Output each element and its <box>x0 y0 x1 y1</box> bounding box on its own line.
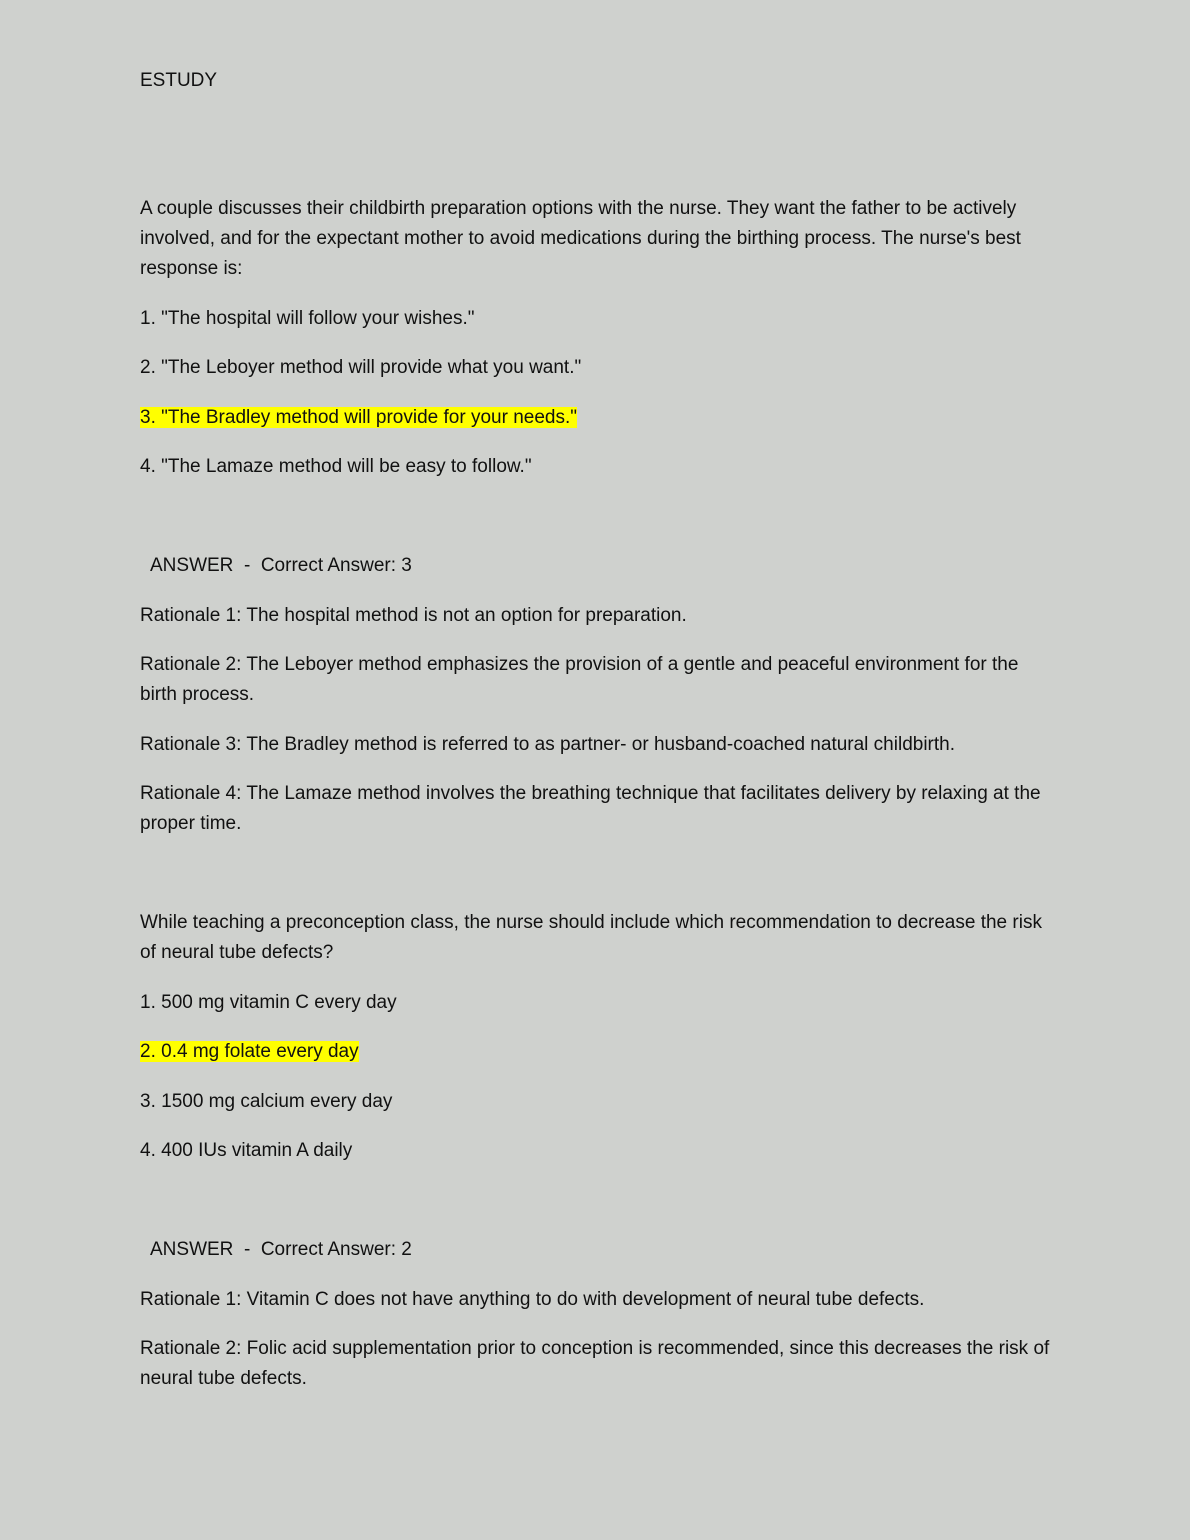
q1-rationale-2: Rationale 2: The Leboyer method emphasizes the provision of a gentle and peaceful environment for the birth process. <box>140 654 1019 705</box>
document-header-title: ESTUDY <box>140 70 218 91</box>
question-1-text: A couple discusses their childbirth preparation options with the nurse. They want the father to be actively involved, and for the expectant mother to avoid medications during the birthing process. The nurse's best response is: <box>140 198 1021 279</box>
q2-rationale-1: Rationale 1: Vitamin C does not have anything to do with development of neural tube defects. <box>140 1289 925 1310</box>
question-2-text: While teaching a preconception class, the nurse should include which recommendation to decrease the risk of neural tube defects? <box>140 912 1042 963</box>
q1-option-3-highlight: 3. "The Bradley method will provide for your needs." <box>140 407 577 428</box>
q2-option-2-highlight: 2. 0.4 mg folate every day <box>140 1041 359 1062</box>
q1-option-1: 1. "The hospital will follow your wishes." <box>140 308 475 329</box>
q1-option-2: 2. "The Leboyer method will provide what you want." <box>140 357 582 378</box>
q1-rationale-1: Rationale 1: The hospital method is not an option for preparation. <box>140 605 687 626</box>
q2-option-3: 3. 1500 mg calcium every day <box>140 1091 393 1112</box>
q1-rationale-3: Rationale 3: The Bradley method is referred to as partner- or husband-coached natural childbirth. <box>140 734 955 755</box>
q1-answer: ANSWER - Correct Answer: 3 <box>150 555 412 576</box>
q1-option-3-correct <box>140 403 577 433</box>
q2-option-1: 1. 500 mg vitamin C every day <box>140 992 397 1013</box>
q2-rationale-2: Rationale 2: Folic acid supplementation prior to conception is recommended, since this decreases the risk of neural tube defects. <box>140 1338 1050 1389</box>
q2-answer: ANSWER - Correct Answer: 2 <box>150 1239 412 1260</box>
q1-option-4: 4. "The Lamaze method will be easy to follow." <box>140 456 532 477</box>
q2-option-2-correct <box>140 1037 359 1067</box>
q2-option-4: 4. 400 IUs vitamin A daily <box>140 1140 353 1161</box>
q1-rationale-4: Rationale 4: The Lamaze method involves the breathing technique that facilitates delivery by relaxing at the proper time. <box>140 783 1041 834</box>
